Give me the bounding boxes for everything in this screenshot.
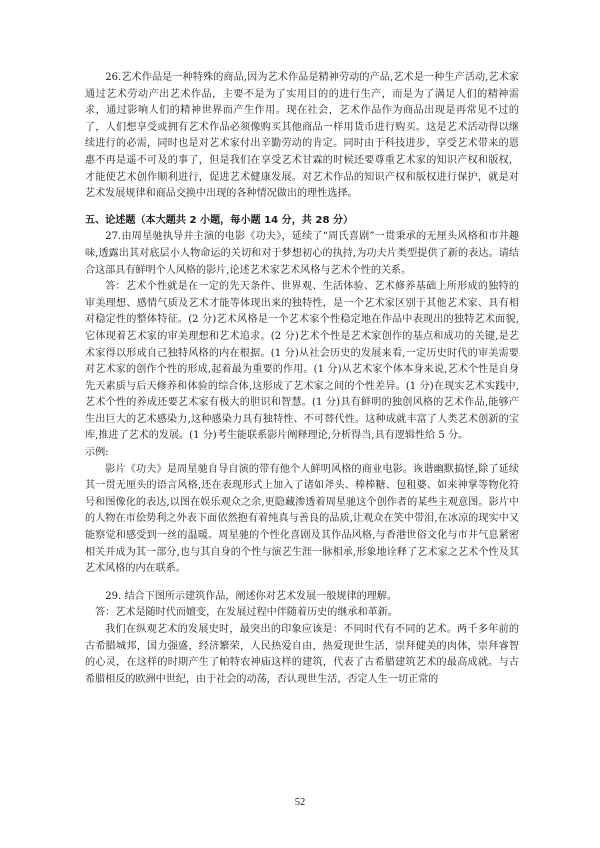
q27-example-label: 示例: bbox=[85, 447, 109, 459]
q29-question: 29. 结合下图所示建筑作品，阐述你对艺术发展一般规律的理解。 bbox=[105, 590, 397, 602]
q27-question: 27.由周星驰执导并主演的电影《功夫》，延续了“周氏喜剧”一贯秉承的无厘头风格和市井趣味,透露出其对底层小人物命运的关切和对于梦想初心的执持,为功夫片类型提供了新的表达。请结合这部具有鲜明个人风格的影片,论述艺术家艺术风格与艺术个性的关系。 bbox=[85, 231, 519, 276]
q26-paragraph: 26.艺术作品是一种特殊的商品,因为艺术作品是精神劳动的产品,艺术是一种生产活动,艺术家通过艺术劳动产出艺术作品，主要不是为了实用目的的进行生产，而是为了满足人们的精神需求，通过影响人们的精神世界而产生作用。现在社会，艺术作品作为商品出现是再常见不过的了，人们想享受或拥有艺术作品必须像购买其他商品一样用货币进行购买。这是艺术活动得以继续进行的必需，同时也是对艺术家付出辛勤劳动的肯定。同时由于科技进步，享受艺术带来的恩惠不再是遥不可及的事了，但是我们在享受艺术甘霖的时候还要尊重艺术家的知识产权和版权，才能使艺术创作顺利进行，促进艺术健康发展。对艺术作品的知识产权和版权进行保护，就是对艺术发展规律和商品交换中出现的各种情况做出的理性选择。 bbox=[85, 72, 519, 200]
q27-answer: 答：艺术个性就是在一定的先天条件、世界观、生活体验、艺术修养基础上所形成的独特的审美理想、感情气质及艺术才能等体现出来的独特性，是一个艺术家区别于其他艺术家、具有相对稳定性的整体特征。(2 分)艺术风格是一个艺术家个性稳定地在作品中表现出的独特艺术面貌,它体现着艺术家的审美理想和艺术追求。(2 分)艺术个性是艺术家创作的基点和成功的关键,是艺术家得以形成自己独特风格的内在根据。(1 分)从社会历史的发展来看,一定历史时代的审美需要对艺术家的创作个性的形成,起着最为重要的作用。(1 分)从艺术家个体本身来说,艺术个性是自身先天素质与后天修养和体验的综合体,这形成了艺术家之间的个性差异。(1 分)在现实艺术实践中,艺术个性的养成还要艺术家有极大的胆识和智慧。(1 分)具有鲜明的独创风格的艺术作品,能够产生出巨大的艺术感染力,这种感染力具有独特性、不可替代性。这种成就丰富了人类艺术创新的宝库,推进了艺术的发展。(1 分)考生能联系影片阐释理论,分析得当,具有逻辑性给 5 分。 bbox=[85, 281, 519, 442]
spacer bbox=[85, 578, 519, 589]
q29-answer-body: 我们在纵观艺术的发展史时，最突出的印象应该是：不同时代有不同的艺术。两千多年前的古希腊城邦，国力强盛，经济繁荣，人民热爱自由，热爱现世生活，崇拜健美的肉体，崇拜睿智的心灵，在这样的时期产生了帕特农神庙这样的建筑，代表了古希腊建筑艺术的最高成就。与古希腊相反的欧洲中世纪，由于社会的动荡，否认现世生活，否定人生一切正常的 bbox=[85, 624, 519, 685]
spacer bbox=[85, 203, 519, 213]
q27-example: 影片《功夫》是周星驰自导自演的带有他个人鲜明风格的商业电影。诙谐幽默搞怪,除了延续其一贯无厘头的语言风格,还在表现形式上加入了诸如斧头、棒棒糖、包租婆、如来神掌等物化符号和图像化的表达,以图在娱乐观众之余,更隐藏渗透着周星驰这个创作者的某些主观意图。影片中的人物在市侩势利之外表下面依然抱有着纯真与善良的品质,让观众在笑中带泪,在冰凉的现实中又能察觉和感受到一丝的温暖。周星驰的个性化喜剧及其作品风格,与香港世俗文化与市井气息紧密相关并成为其一部分,也与其自身的个性与演艺生涯一脉相承,形象地诠释了艺术家之艺术个性及其艺术风格的内在联系。 bbox=[85, 463, 519, 575]
section-heading: 五、论述题（本大题共 2 小题，每小题 14 分，共 28 分） bbox=[85, 214, 354, 226]
document-body bbox=[85, 70, 519, 688]
page-number: 52 bbox=[294, 797, 306, 808]
q29-answer-intro: 答：艺术是随时代而嬗变，在发展过程中伴随着历史的继承和革新。 bbox=[95, 607, 398, 619]
